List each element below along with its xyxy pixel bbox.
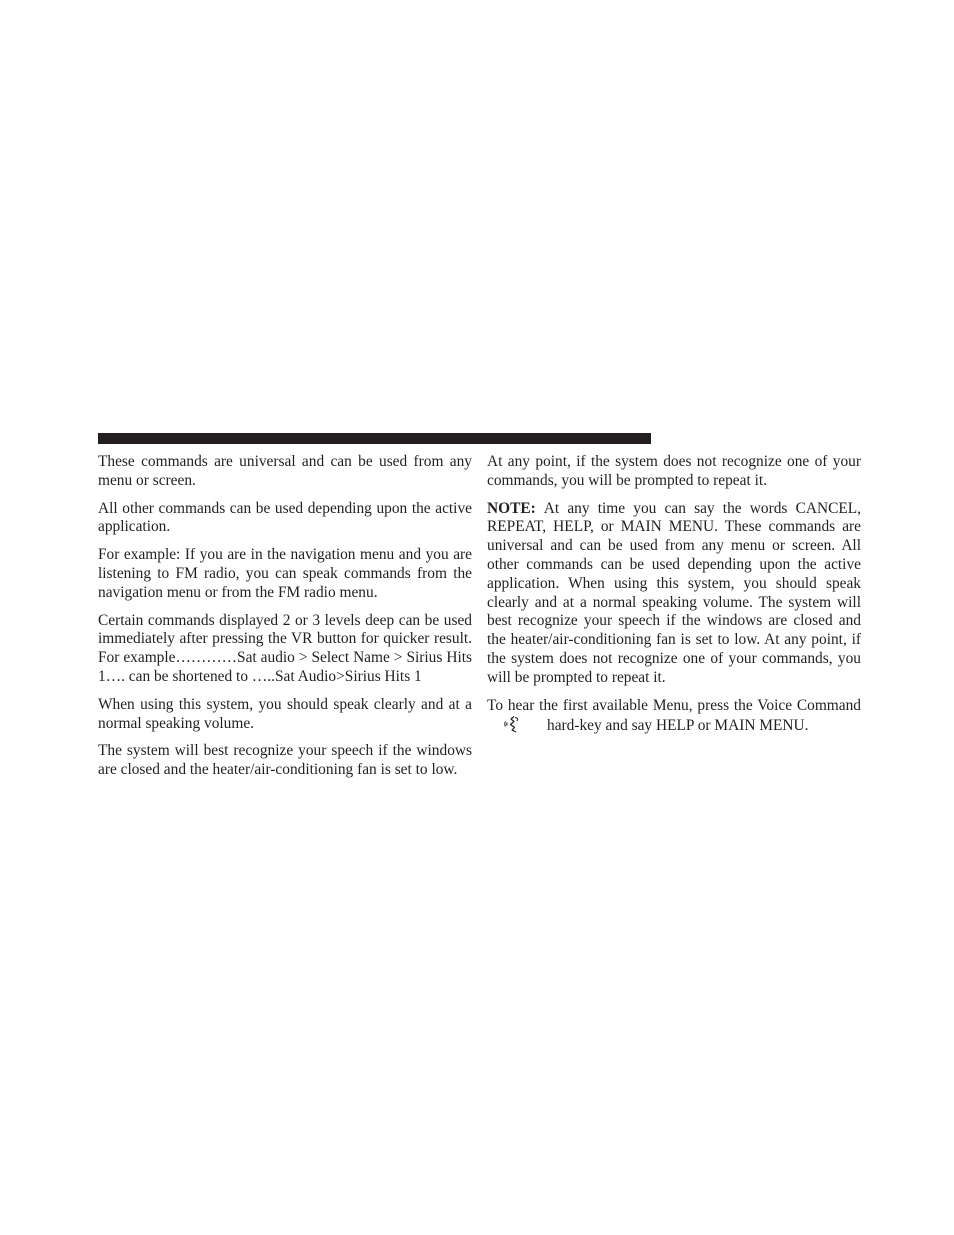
paragraph-other-commands: All other commands can be used depending upon the active application. xyxy=(98,499,472,536)
voice-command-text-before: To hear the first available Menu, press the Voice Command xyxy=(487,696,861,714)
paragraph-prompt-repeat: At any point, if the system does not recognize one of your commands, you will be prompted to repeat it. xyxy=(487,453,861,489)
note-label: NOTE: xyxy=(487,499,536,517)
paragraph-speak-clearly: When using this system, you should speak clearly and at a normal speaking volume. xyxy=(98,695,472,732)
voice-command-text-after: hard-key and say HELP or MAIN MENU. xyxy=(547,717,809,735)
right-column xyxy=(487,453,861,748)
paragraph-example: For example: If you are in the navigation menu and you are listening to FM radio, you can speak commands from the navigation menu or from the FM radio menu. xyxy=(98,546,472,601)
paragraph-shortcut-commands: Certain commands displayed 2 or 3 levels deep can be used immediately after pressing the VR button for quicker result. For example…………Sat audio > Select Name > Sirius Hits 1…. can be shortened to …..Sat Audio>Sirius Hits 1 xyxy=(98,611,472,685)
paragraph-voice-command-help xyxy=(487,697,861,740)
note-paragraph xyxy=(487,500,861,688)
left-column xyxy=(98,453,472,789)
paragraph-recognition-conditions: The system will best recognize your speech if the windows are closed and the heater/air-conditioning fan is set to low. xyxy=(98,742,472,779)
note-text: At any time you can say the words CANCEL, REPEAT, HELP, or MAIN MENU. These commands are universal and can be used from any menu or screen. All other commands can be used depending upon the active application. When using this system, you should speak clearly and at a normal speaking volume. The system will best recognize your speech if the windows are closed and the heater/air-conditioning fan is set to low. At any point, if the system does not recognize one of your commands, you will be prompted to repeat it. xyxy=(487,499,861,686)
paragraph-universal-commands: These commands are universal and can be used from any menu or screen. xyxy=(98,453,472,489)
voice-command-icon xyxy=(503,715,521,739)
section-divider-bar xyxy=(98,433,651,444)
